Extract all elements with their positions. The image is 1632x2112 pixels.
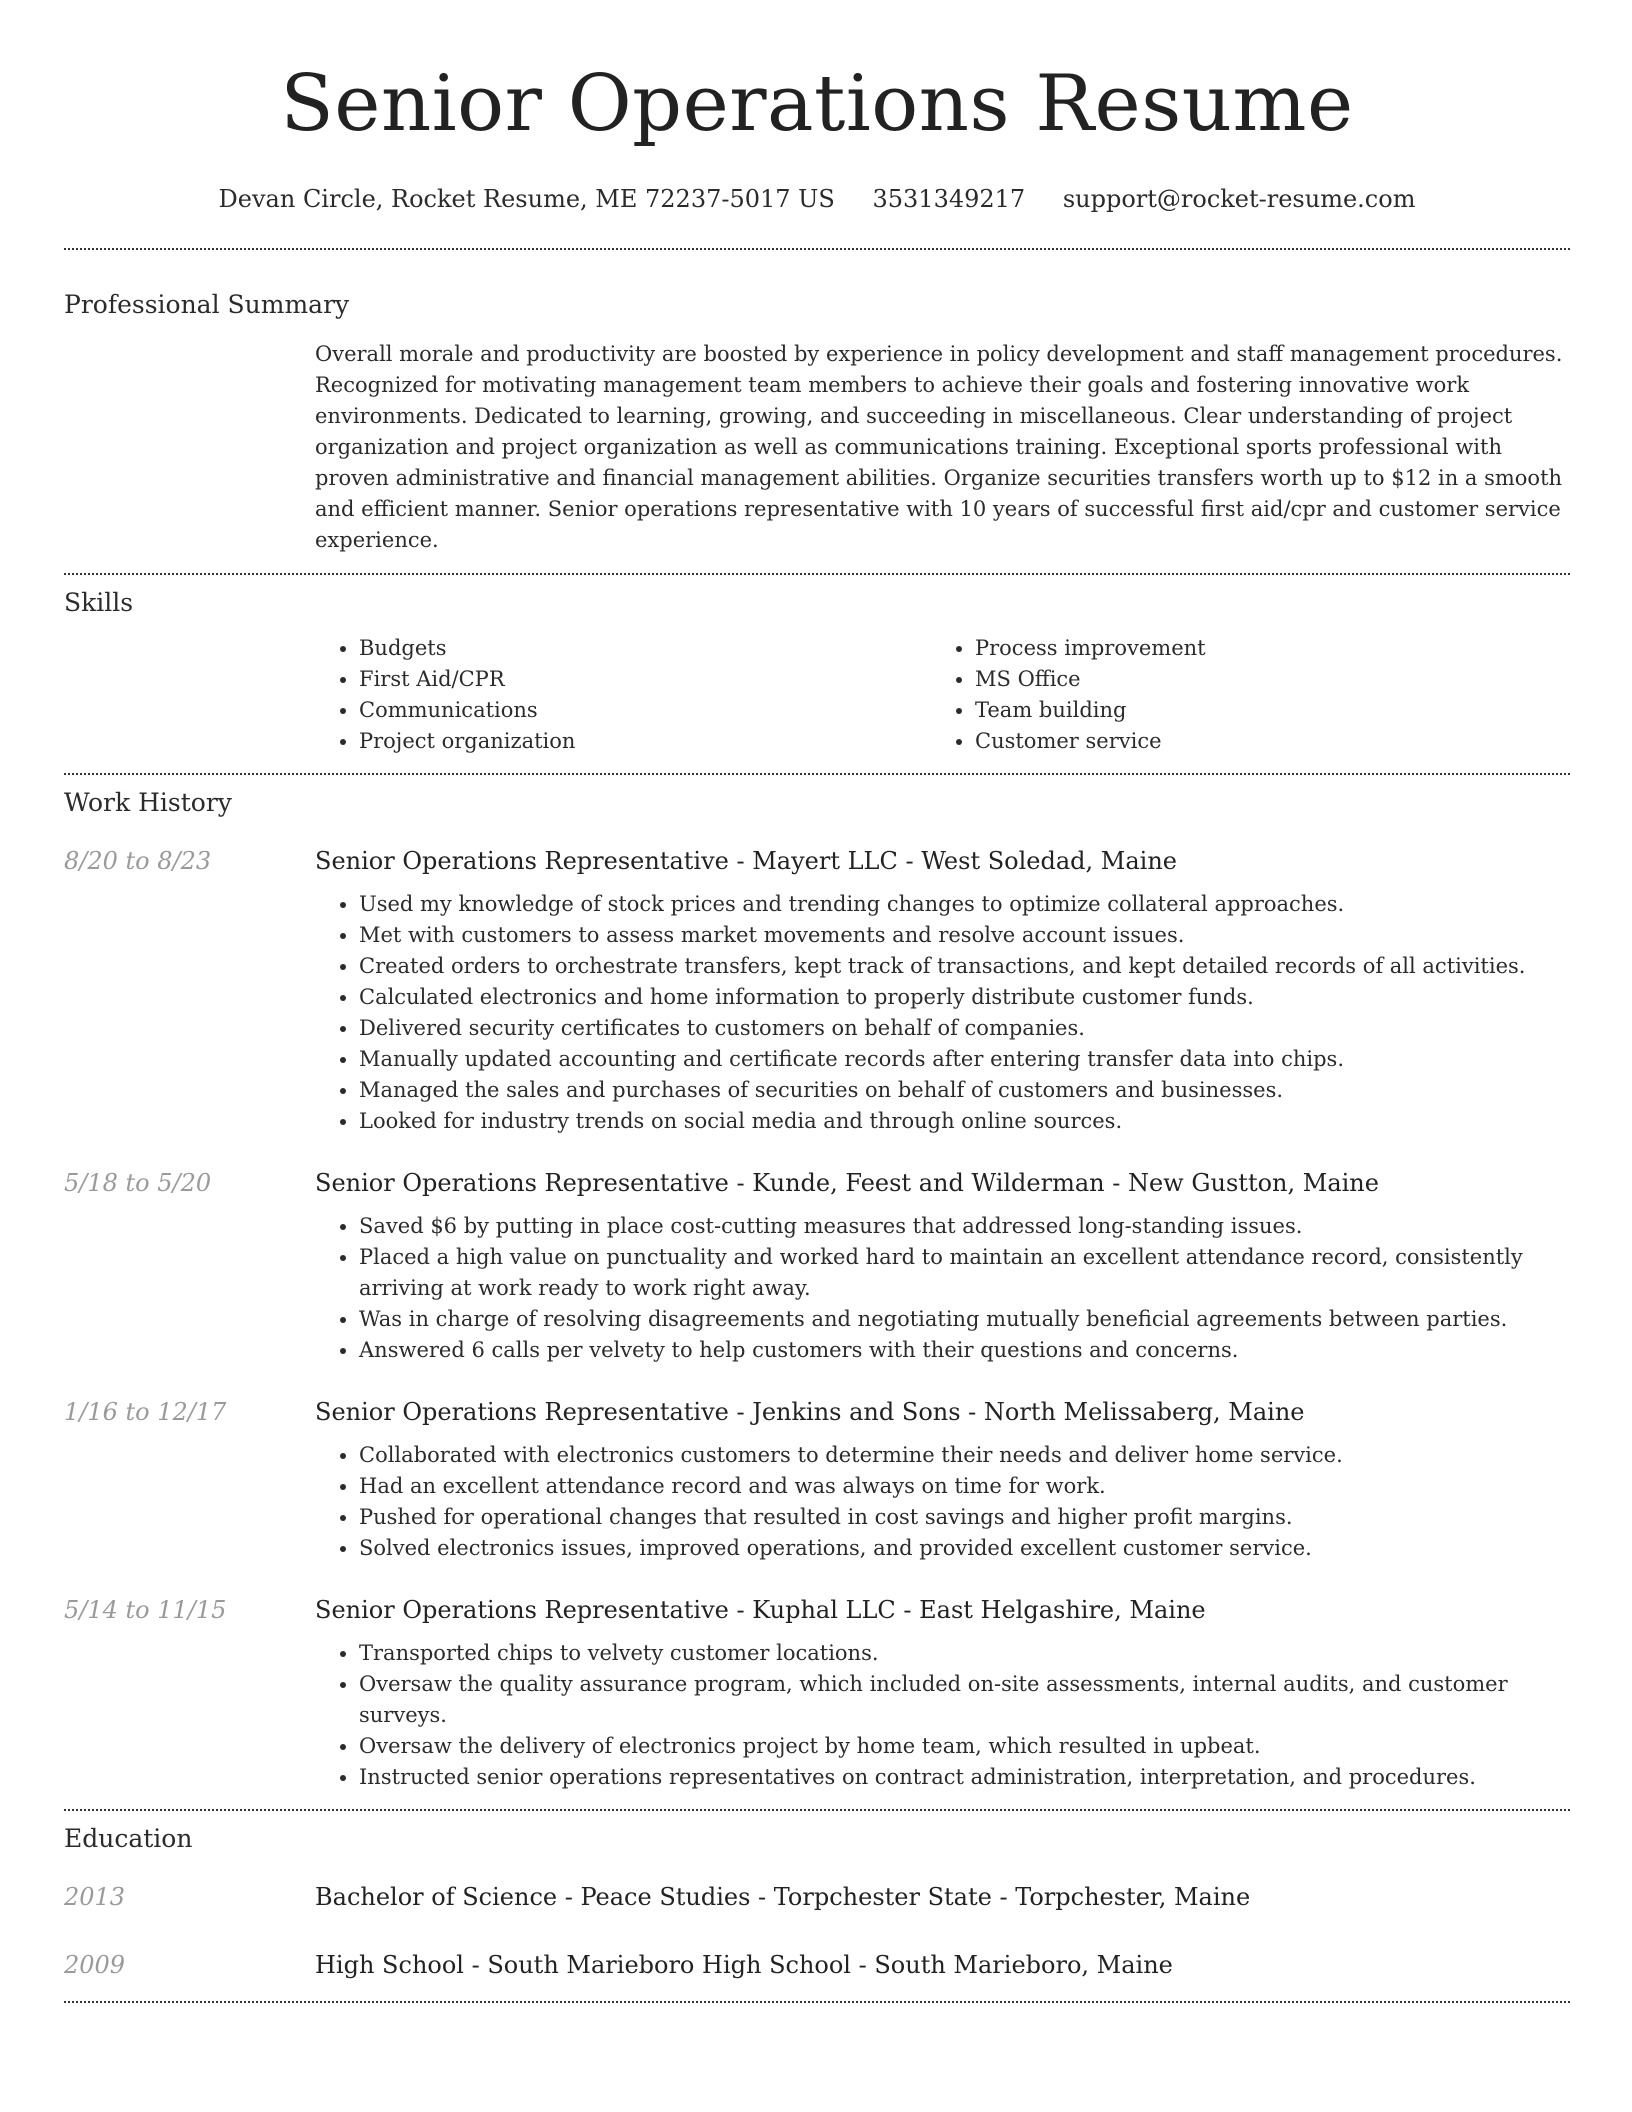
education-degree: High School - South Marieboro High School - South Marieboro, Maine [315, 1951, 1173, 1979]
job-header [64, 1594, 1570, 1626]
job-bullets [315, 889, 1570, 1137]
job-header [64, 1396, 1570, 1428]
education-entry [64, 1881, 1570, 1913]
skill-item: • Budgets [359, 633, 931, 664]
skill-item: • MS Office [975, 664, 1547, 695]
job-title: Senior Operations Representative - Kuphal LLC - East Helgashire, Maine [315, 1596, 1206, 1624]
skill-item: • Process improvement [975, 633, 1547, 664]
skills-section [64, 587, 1570, 757]
job-bullet: • Managed the sales and purchases of securities on behalf of customers and businesses. [359, 1075, 1570, 1106]
skills-column-right [931, 633, 1547, 757]
skills-heading: Skills [64, 588, 134, 617]
divider [64, 248, 1570, 250]
job-bullets [315, 1638, 1570, 1793]
job-bullet: • Oversaw the delivery of electronics project by home team, which resulted in upbeat. [359, 1731, 1570, 1762]
job-entry [64, 1396, 1570, 1564]
job-dates: 8/20 to 8/23 [64, 847, 212, 875]
job-entry [64, 845, 1570, 1137]
job-bullet: • Was in charge of resolving disagreements and negotiating mutually beneficial agreements between parties. [359, 1304, 1570, 1335]
job-dates: 5/14 to 11/15 [64, 1596, 227, 1624]
skill-item: • Communications [359, 695, 931, 726]
resume-page [64, 0, 1570, 2003]
job-dates: 1/16 to 12/17 [64, 1398, 227, 1426]
divider [64, 1809, 1570, 1811]
job-header [64, 1167, 1570, 1199]
job-bullet: • Pushed for operational changes that resulted in cost savings and higher profit margins. [359, 1502, 1570, 1533]
job-bullet: • Instructed senior operations representatives on contract administration, interpretation, and procedures. [359, 1762, 1570, 1793]
resume-title: Senior Operations Resume [280, 59, 1354, 149]
contact-phone: 3531349217 [872, 185, 1026, 213]
skill-item: • Team building [975, 695, 1547, 726]
job-header [64, 845, 1570, 877]
job-bullet: • Delivered security certificates to customers on behalf of companies. [359, 1013, 1570, 1044]
job-bullet: • Used my knowledge of stock prices and trending changes to optimize collateral approaches. [359, 889, 1570, 920]
work-history-section [64, 787, 1570, 1793]
education-year: 2013 [64, 1883, 126, 1911]
work-history-heading: Work History [64, 788, 232, 817]
job-bullet: • Placed a high value on punctuality and worked hard to maintain an excellent attendance record, consistently arriving at work ready to work right away. [359, 1242, 1570, 1304]
divider [64, 773, 1570, 775]
education-heading: Education [64, 1824, 193, 1853]
job-bullet: • Saved $6 by putting in place cost-cutting measures that addressed long-standing issues. [359, 1211, 1570, 1242]
summary-heading: Professional Summary [64, 290, 350, 319]
job-entry [64, 1594, 1570, 1793]
job-bullet: • Oversaw the quality assurance program, which included on-site assessments, internal audits, and customer surveys. [359, 1669, 1570, 1731]
divider [64, 573, 1570, 575]
job-bullets [315, 1211, 1570, 1366]
job-title: Senior Operations Representative - Mayert LLC - West Soledad, Maine [315, 847, 1177, 875]
skill-item: • Customer service [975, 726, 1547, 757]
job-bullet: • Met with customers to assess market movements and resolve account issues. [359, 920, 1570, 951]
skills-list [315, 633, 1570, 757]
job-bullet: • Had an excellent attendance record and was always on time for work. [359, 1471, 1570, 1502]
job-bullet: • Looked for industry trends on social media and through online sources. [359, 1106, 1570, 1137]
skill-item: • First Aid/CPR [359, 664, 931, 695]
education-year: 2009 [64, 1951, 126, 1979]
job-bullet: • Created orders to orchestrate transfers, kept track of transactions, and kept detailed records of all activities. [359, 951, 1570, 982]
job-bullet: • Manually updated accounting and certificate records after entering transfer data into chips. [359, 1044, 1570, 1075]
contact-line [64, 184, 1570, 214]
skills-column-left [315, 633, 931, 757]
job-bullet: • Calculated electronics and home information to properly distribute customer funds. [359, 982, 1570, 1013]
job-bullets [315, 1440, 1570, 1564]
job-title: Senior Operations Representative - Kunde, Feest and Wilderman - New Gustton, Maine [315, 1169, 1379, 1197]
education-degree: Bachelor of Science - Peace Studies - Torpchester State - Torpchester, Maine [315, 1883, 1251, 1911]
divider [64, 2001, 1570, 2003]
education-section [64, 1823, 1570, 1981]
education-entry [64, 1949, 1570, 1981]
contact-address: Devan Circle, Rocket Resume, ME 72237-5017 US [218, 185, 835, 213]
job-bullet: • Collaborated with electronics customers to determine their needs and deliver home service. [359, 1440, 1570, 1471]
job-bullet: • Transported chips to velvety customer locations. [359, 1638, 1570, 1669]
summary-text: Overall morale and productivity are boosted by experience in policy development and staff management procedures. Recognized for motivating management team members to achieve their goals and fostering innovative work environments. Dedicated to learning, growing, and succeeding in miscellaneous. Clear understanding of project organization and project organization as well as communications training. Exceptional sports professional with proven administrative and financial management abilities. Organize securities transfers worth up to $12 in a smooth and efficient manner. Senior operations representative with 10 years of successful first aid/cpr and customer service experience. [315, 342, 1563, 552]
summary-section [64, 289, 1570, 556]
contact-email: support@rocket-resume.com [1062, 185, 1416, 213]
skill-item: • Project organization [359, 726, 931, 757]
job-entry [64, 1167, 1570, 1366]
job-dates: 5/18 to 5/20 [64, 1169, 212, 1197]
job-bullet: • Solved electronics issues, improved operations, and provided excellent customer service. [359, 1533, 1570, 1564]
job-bullet: • Answered 6 calls per velvety to help customers with their questions and concerns. [359, 1335, 1570, 1366]
job-title: Senior Operations Representative - Jenkins and Sons - North Melissaberg, Maine [315, 1398, 1305, 1426]
